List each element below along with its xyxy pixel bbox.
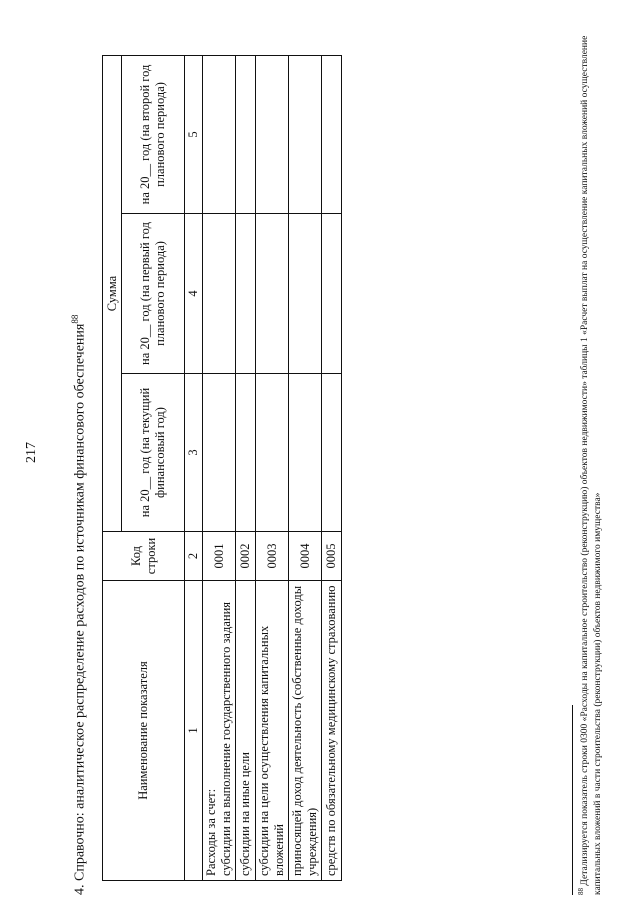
column-index: 3 bbox=[185, 374, 203, 532]
value-cell-current-year[interactable] bbox=[236, 374, 256, 532]
header-current-year: на 20__ год (на текущий финансовый год) bbox=[122, 374, 185, 532]
value-cell-first-plan-year[interactable] bbox=[289, 214, 322, 374]
value-cell-current-year[interactable] bbox=[289, 374, 322, 532]
column-index: 2 bbox=[185, 532, 203, 581]
row-label: средств по обязательному медицинскому страхованию bbox=[322, 581, 342, 881]
row-label: субсидии на иные цели bbox=[236, 581, 256, 881]
table-row bbox=[256, 55, 289, 880]
row-label-text: субсидии на выполнение государственного задания bbox=[219, 601, 233, 876]
value-cell-first-plan-year[interactable] bbox=[256, 214, 289, 374]
column-index: 1 bbox=[185, 581, 203, 881]
header-first-plan-year: на 20__ год (на первый год планового периода) bbox=[122, 214, 185, 374]
column-index: 5 bbox=[185, 55, 203, 213]
footnote-mark: 88 bbox=[577, 888, 585, 895]
page-number: 217 bbox=[24, 442, 39, 463]
row-code: 0003 bbox=[256, 532, 289, 581]
value-cell-second-plan-year[interactable] bbox=[203, 55, 236, 213]
value-cell-first-plan-year[interactable] bbox=[236, 214, 256, 374]
table-row bbox=[289, 55, 322, 880]
value-cell-first-plan-year[interactable] bbox=[203, 214, 236, 374]
footnote-text: Детализируется показатель строки 0300 «Расходы на капитальное строительство (реконструкцию) объектов недвижимости» таблицы 1 «Расчет выплат на осуществление капитальных вложений осуществление капитальных вложений в части строительства (реконструкции) объектов недвижимого имущества» bbox=[580, 35, 604, 895]
value-cell-current-year[interactable] bbox=[256, 374, 289, 532]
header-sum: Сумма bbox=[103, 55, 122, 531]
header-indicator-name: Наименование показателя bbox=[103, 581, 185, 881]
header-second-plan-year: на 20__ год (на второй год планового периода) bbox=[122, 55, 185, 213]
table-row bbox=[203, 55, 236, 880]
row-code: 0001 bbox=[203, 532, 236, 581]
value-cell-second-plan-year[interactable] bbox=[256, 55, 289, 213]
table-row bbox=[322, 55, 342, 880]
footnote bbox=[577, 15, 606, 895]
table-row bbox=[236, 55, 256, 880]
footnote-separator bbox=[572, 705, 573, 895]
row-code: 0004 bbox=[289, 532, 322, 581]
value-cell-second-plan-year[interactable] bbox=[289, 55, 322, 213]
value-cell-second-plan-year[interactable] bbox=[236, 55, 256, 213]
column-index: 4 bbox=[185, 214, 203, 374]
row-code: 0005 bbox=[322, 532, 342, 581]
value-cell-first-plan-year[interactable] bbox=[322, 214, 342, 374]
section-footnote-mark: 88 bbox=[70, 314, 80, 324]
row-label: субсидии на цели осуществления капитальных вложений bbox=[256, 581, 289, 881]
value-cell-second-plan-year[interactable] bbox=[322, 55, 342, 213]
value-cell-current-year[interactable] bbox=[203, 374, 236, 532]
expense-distribution-table bbox=[102, 55, 342, 881]
row-label: приносящей доход деятельность (собственные доходы учреждения) bbox=[289, 581, 322, 881]
header-row-code: Код строки bbox=[103, 532, 185, 581]
row-code: 0002 bbox=[236, 532, 256, 581]
value-cell-current-year[interactable] bbox=[322, 374, 342, 532]
section-title-text: 4. Справочно: аналитическое распределение расходов по источникам финансового обеспечения bbox=[72, 323, 88, 895]
column-index-row bbox=[185, 55, 203, 880]
row-label-group-heading: Расходы за счет: bbox=[204, 788, 218, 876]
row-label bbox=[203, 581, 236, 881]
section-title bbox=[70, 315, 89, 895]
